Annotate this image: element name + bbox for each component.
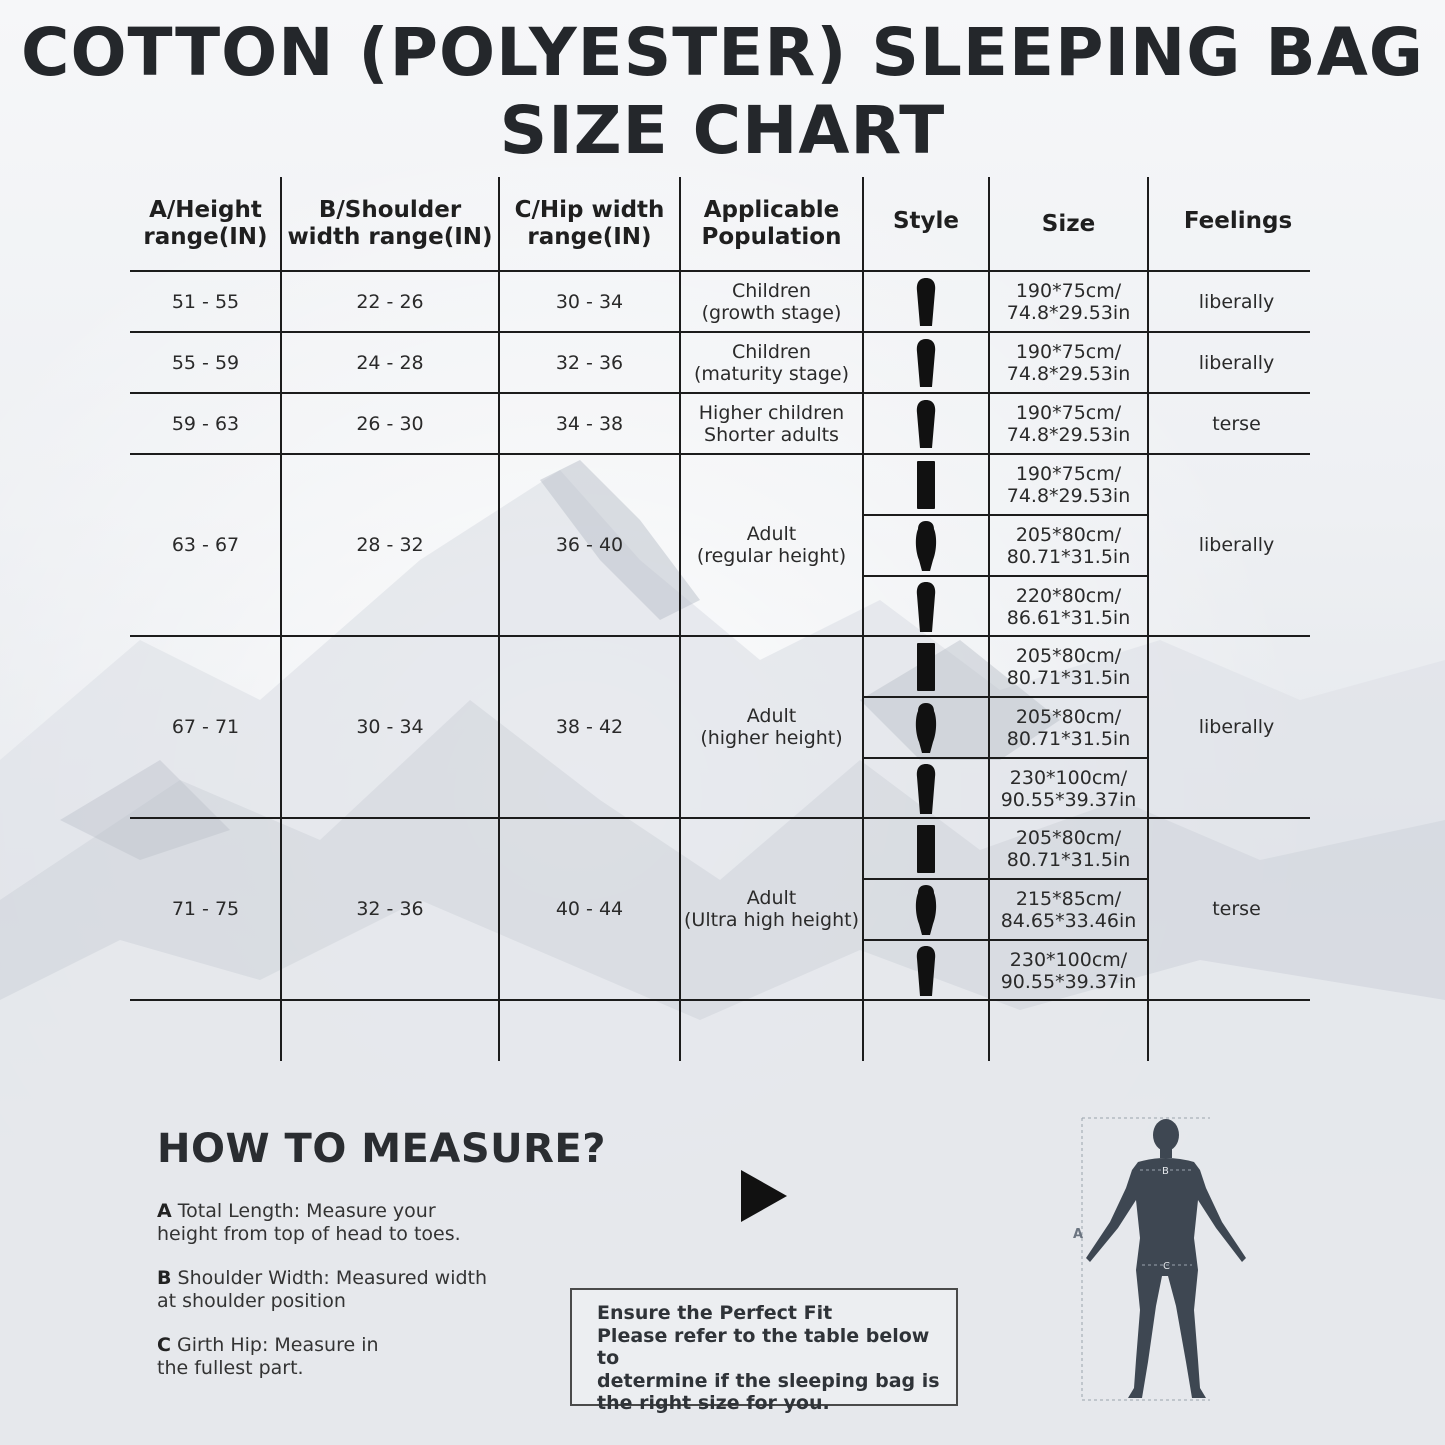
header-shoulder-line2: width range(IN)	[287, 224, 493, 250]
fit-line-4: the right size for you.	[597, 1392, 830, 1414]
size-cm: 205*80cm/	[1015, 644, 1122, 667]
size-in: 74.8*29.53in	[1006, 484, 1131, 507]
cell-hip: 40 - 44	[555, 898, 624, 920]
cocoon-bag-icon	[914, 520, 938, 572]
measure-key: B	[157, 1267, 172, 1289]
header-size: Size	[1041, 210, 1096, 237]
size-in: 86.61*31.5in	[1006, 606, 1131, 629]
population-line2: Shorter adults	[704, 423, 839, 446]
cell-population	[680, 332, 863, 393]
cell-population	[680, 454, 863, 636]
title-line-1: COTTON (POLYESTER) SLEEPING BAG	[21, 14, 1424, 91]
header-population-line1: Applicable	[703, 197, 840, 223]
rectangle-bag-icon	[915, 460, 937, 510]
body-measurement-figure	[1060, 1110, 1270, 1410]
cell-size	[989, 636, 1148, 697]
mummy-bag-icon	[914, 338, 938, 388]
population-line1: Adult	[746, 887, 797, 909]
mummy-bag-icon	[914, 945, 938, 997]
population-line1: Adult	[746, 705, 797, 727]
cell-height: 67 - 71	[171, 716, 240, 738]
measure-text-line1: Girth Hip: Measure in	[170, 1334, 379, 1356]
measure-key: A	[157, 1200, 172, 1222]
cell-population	[680, 636, 863, 818]
cell-size	[989, 818, 1148, 879]
size-in: 74.8*29.53in	[1006, 301, 1131, 324]
cell-shoulder: 24 - 28	[356, 351, 424, 374]
cell-shoulder: 32 - 36	[356, 898, 424, 920]
header-style: Style	[892, 207, 960, 234]
header-hip-line1: C/Hip width	[514, 197, 665, 223]
cell-feelings: liberally	[1198, 534, 1275, 556]
size-in: 80.71*31.5in	[1006, 545, 1131, 568]
cell-height: 59 - 63	[171, 412, 240, 435]
fit-line-1: Ensure the Perfect Fit	[597, 1302, 833, 1324]
cell-feelings: terse	[1212, 412, 1261, 435]
cell-shoulder: 30 - 34	[356, 716, 424, 738]
measure-item-a	[157, 1200, 517, 1246]
measure-text-line2: height from top of head to toes.	[157, 1223, 461, 1245]
population-line2: (growth stage)	[701, 301, 842, 324]
mummy-bag-icon	[914, 399, 938, 449]
population-line2: (maturity stage)	[693, 362, 850, 385]
size-cm: 230*100cm/	[1009, 948, 1128, 971]
header-height	[130, 180, 281, 268]
cocoon-bag-icon	[914, 702, 938, 754]
size-cm: 190*75cm/	[1015, 401, 1122, 424]
measure-text-line1: Shoulder Width: Measured width	[171, 1267, 488, 1289]
measure-item-c	[157, 1334, 517, 1380]
header-hip	[499, 180, 680, 268]
cell-size	[989, 879, 1148, 940]
mummy-bag-icon	[914, 277, 938, 327]
size-cm: 205*80cm/	[1015, 523, 1122, 546]
size-in: 90.55*39.37in	[1000, 970, 1137, 993]
cell-size	[989, 758, 1148, 819]
cell-shoulder: 26 - 30	[356, 412, 424, 435]
rectangle-bag-icon	[915, 824, 937, 874]
measure-text-line2: the fullest part.	[157, 1357, 304, 1379]
size-in: 74.8*29.53in	[1006, 362, 1131, 385]
size-cm: 205*80cm/	[1015, 705, 1122, 728]
figure-label-b: B	[1162, 1166, 1169, 1177]
figure-label-c: C	[1163, 1261, 1170, 1272]
header-shoulder	[281, 180, 499, 268]
fit-line-2: Please refer to the table below to	[597, 1324, 930, 1369]
population-line2: (regular height)	[696, 545, 847, 567]
cell-population	[680, 271, 863, 332]
cell-feelings: terse	[1212, 898, 1261, 920]
cell-size	[989, 271, 1148, 332]
figure-label-a: A	[1073, 1227, 1084, 1242]
cell-size	[989, 454, 1148, 515]
header-hip-line2: range(IN)	[527, 224, 652, 250]
play-arrow-icon	[741, 1170, 787, 1222]
mummy-bag-icon	[914, 763, 938, 815]
header-height-line1: A/Height	[149, 197, 262, 223]
measure-key: C	[157, 1334, 171, 1356]
size-cm: 190*75cm/	[1015, 340, 1122, 363]
measure-text-line1: Total Length: Measure your	[171, 1200, 436, 1222]
size-in: 80.71*31.5in	[1006, 727, 1131, 750]
cell-height: 51 - 55	[171, 290, 240, 313]
perfect-fit-box	[570, 1288, 958, 1414]
header-population	[680, 180, 863, 268]
cell-size	[989, 515, 1148, 576]
size-cm: 220*80cm/	[1015, 584, 1122, 607]
cell-population	[680, 393, 863, 454]
how-to-measure-title: HOW TO MEASURE?	[157, 1126, 606, 1172]
cell-shoulder: 28 - 32	[356, 534, 424, 556]
size-in: 80.71*31.5in	[1006, 666, 1131, 689]
mummy-bag-icon	[914, 581, 938, 633]
cell-hip: 38 - 42	[555, 716, 624, 738]
size-in: 84.65*33.46in	[1000, 909, 1137, 932]
size-cm: 205*80cm/	[1015, 826, 1122, 849]
measure-text-line2: at shoulder position	[157, 1290, 346, 1312]
rectangle-bag-icon	[915, 642, 937, 692]
size-cm: 190*75cm/	[1015, 279, 1122, 302]
size-cm: 215*85cm/	[1015, 887, 1122, 910]
size-in: 80.71*31.5in	[1006, 848, 1131, 871]
cell-feelings: liberally	[1198, 290, 1275, 313]
size-in: 74.8*29.53in	[1006, 423, 1131, 446]
cell-height: 71 - 75	[171, 898, 240, 920]
cell-hip: 34 - 38	[555, 412, 624, 435]
cell-shoulder: 22 - 26	[356, 290, 424, 313]
cell-hip: 36 - 40	[555, 534, 624, 556]
cell-height: 63 - 67	[171, 534, 240, 556]
cell-feelings: liberally	[1198, 351, 1275, 374]
size-cm: 230*100cm/	[1009, 766, 1128, 789]
cell-size	[989, 940, 1148, 1001]
population-line1: Children	[731, 340, 812, 363]
header-height-line2: range(IN)	[143, 224, 268, 250]
cell-population	[680, 818, 863, 1000]
cell-size	[989, 332, 1148, 393]
population-line2: (Ultra high height)	[684, 909, 859, 931]
population-line1: Higher children	[698, 401, 845, 424]
title-line-2: SIZE CHART	[499, 92, 946, 169]
page-title	[0, 14, 1445, 170]
cell-feelings: liberally	[1198, 716, 1275, 738]
cell-hip: 30 - 34	[555, 290, 624, 313]
header-shoulder-line1: B/Shoulder	[318, 197, 462, 223]
population-line1: Children	[731, 279, 812, 302]
fit-line-3: determine if the sleeping bag is	[597, 1369, 940, 1392]
measure-item-b	[157, 1267, 517, 1313]
population-line1: Adult	[746, 523, 797, 545]
population-line2: (higher height)	[700, 727, 843, 749]
header-feelings: Feelings	[1183, 207, 1293, 234]
cell-size	[989, 576, 1148, 637]
header-population-line2: Population	[701, 224, 842, 250]
cocoon-bag-icon	[914, 884, 938, 936]
cell-size	[989, 393, 1148, 454]
size-cm: 190*75cm/	[1015, 462, 1122, 485]
size-in: 90.55*39.37in	[1000, 788, 1137, 811]
cell-height: 55 - 59	[171, 351, 240, 374]
cell-size	[989, 697, 1148, 758]
cell-hip: 32 - 36	[555, 351, 624, 374]
